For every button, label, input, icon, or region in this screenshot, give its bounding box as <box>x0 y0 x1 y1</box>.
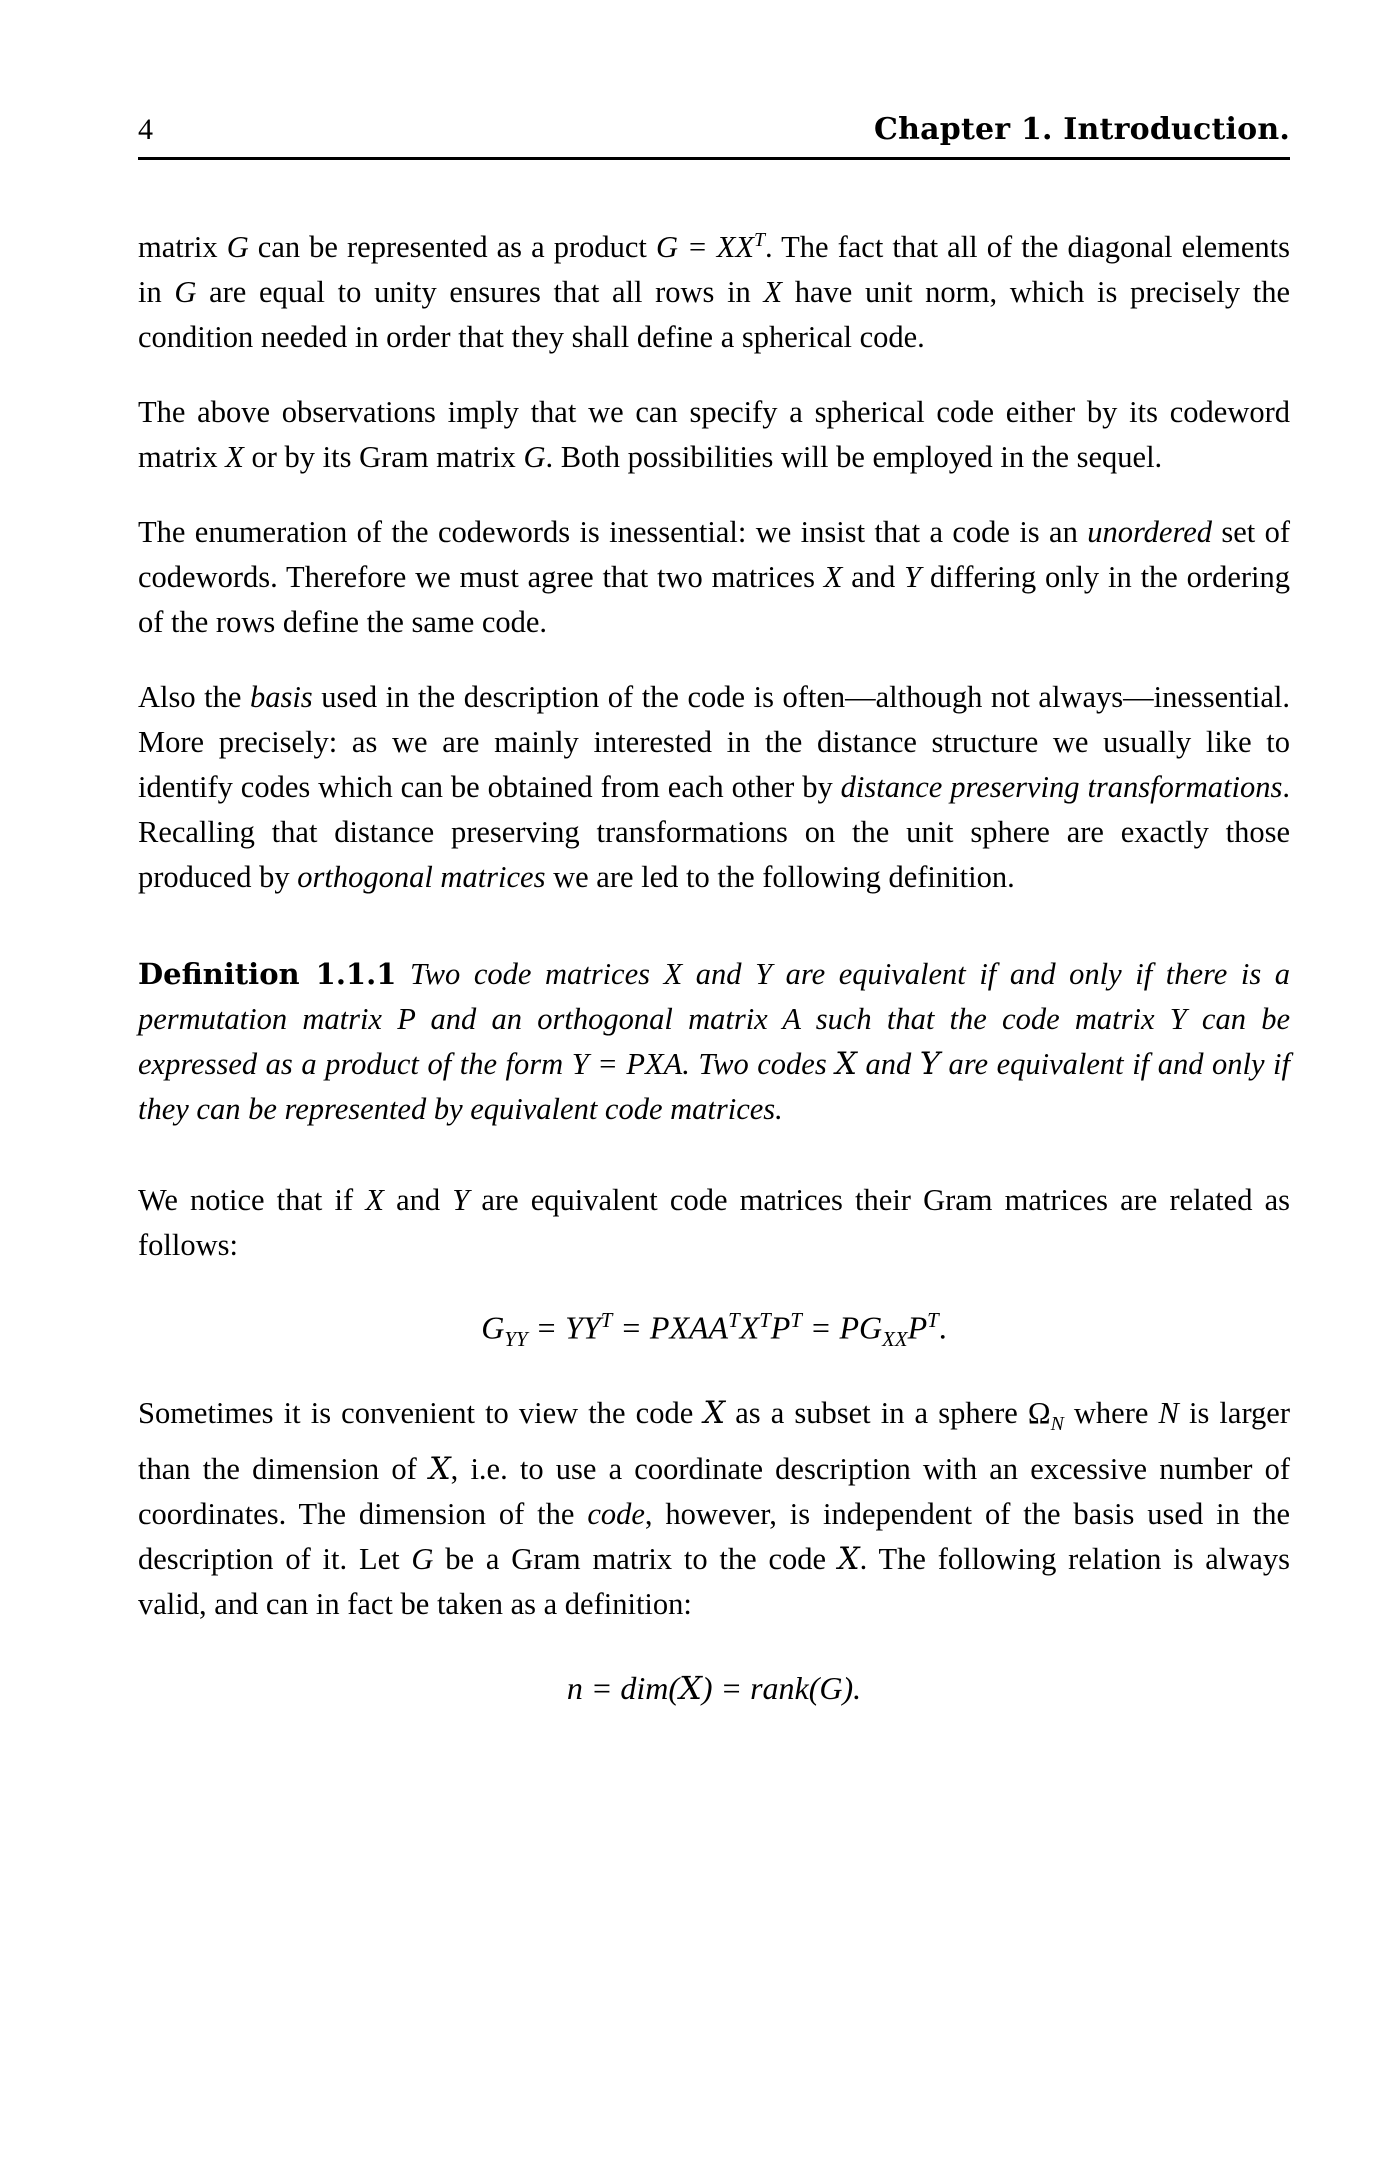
text-run: The above observations imply that we can specify a spherical code either by its codeword matrix <box>138 395 1290 475</box>
math-run: P <box>770 1309 791 1346</box>
math-run: = YY <box>527 1309 601 1346</box>
text-run: are equivalent code matrices their Gram matrices are related as follows: <box>138 1183 1290 1263</box>
text-run: is larger than the dimension of <box>138 1396 1290 1487</box>
text-run: are equivalent if and only if there is a permutation matrix <box>138 957 1291 1037</box>
math-var: X <box>663 957 683 992</box>
definition-label: Definition 1.1.1 <box>138 957 397 992</box>
text-run: set of codewords. Therefore we must agree that two matrices <box>138 515 1291 595</box>
paragraph-2 <box>138 390 1290 480</box>
paragraph-1 <box>138 218 1290 360</box>
text-run: Also the <box>138 680 250 715</box>
math-script-var: X <box>679 1669 702 1708</box>
text-run: and <box>383 1183 453 1218</box>
math-script-var: X <box>835 1047 857 1083</box>
math-script-var: X <box>428 1452 451 1488</box>
math-var: Ω <box>1027 1396 1051 1431</box>
math-inline: Y = PXA <box>571 1047 683 1082</box>
math-run: n = dim( <box>566 1670 680 1707</box>
text-run: such that the code matrix <box>800 1002 1170 1037</box>
math-run: (G). <box>808 1670 862 1707</box>
math-superscript: T <box>759 1309 771 1333</box>
text-run: matrix <box>138 230 227 265</box>
math-script-var: X <box>703 1396 726 1432</box>
math-var: P <box>397 1002 416 1037</box>
math-subscript: XX <box>882 1328 908 1352</box>
math-var: Y <box>1169 1002 1187 1037</box>
math-run: P <box>907 1309 928 1346</box>
text-run: be a Gram matrix to the code <box>433 1542 838 1577</box>
paragraph-3 <box>138 510 1290 645</box>
math-run: ) = <box>701 1670 751 1707</box>
math-var: A <box>782 1002 801 1037</box>
math-superscript: T <box>927 1309 939 1333</box>
text-run: , i.e. to use a coordinate description with an excessive number of coordinates. The dimension of the <box>138 1452 1290 1532</box>
emphasis: orthogonal matrices <box>297 860 546 895</box>
text-run: we are led to the following definition. <box>545 860 1015 895</box>
math-run: = PG <box>801 1309 883 1346</box>
math-script-var: X <box>837 1542 860 1578</box>
math-var: N <box>1158 1396 1179 1431</box>
text-run: . Both possibilities will be employed in the sequel. <box>545 440 1163 475</box>
text-run: or by its Gram matrix <box>243 440 524 475</box>
math-var: X <box>225 440 244 475</box>
math-var: G <box>411 1542 434 1577</box>
math-run: = PXAA <box>612 1309 729 1346</box>
text-run: have unit norm, which is precisely the condition needed in order that they shall define a spherical code. <box>138 275 1290 355</box>
equation-dimension <box>138 1665 1290 1711</box>
text-run: . Recalling that distance preserving transformations on the unit sphere are exactly those produced by <box>138 770 1290 895</box>
paragraph-6 <box>138 1391 1290 1627</box>
math-superscript: T <box>600 1309 613 1333</box>
emphasis: code <box>587 1497 645 1532</box>
text-run: . The fact that all of the diagonal elements in <box>138 230 1291 310</box>
text-run: and <box>856 1047 920 1082</box>
math-run: X <box>739 1309 760 1346</box>
text-run: and an orthogonal matrix <box>415 1002 783 1037</box>
running-head: Chapter 1. Introduction. <box>874 112 1290 147</box>
math-var: G <box>523 440 546 475</box>
math-run: . <box>938 1309 947 1346</box>
page-header <box>138 112 1290 160</box>
text-run: . Two codes <box>682 1047 836 1082</box>
math-inline: G = XX <box>655 230 754 265</box>
math-var: G <box>481 1309 505 1346</box>
math-var: X <box>365 1183 384 1218</box>
page-content <box>138 112 1290 1739</box>
text-run: and <box>682 957 756 992</box>
text-run: can be represented as a product <box>248 230 656 265</box>
math-superscript: T <box>790 1309 802 1333</box>
math-var: X <box>763 275 783 310</box>
math-var: Y <box>904 560 922 595</box>
text-run: used in the description of the code is often—although not always—inessential. More precisely: as we are mainly interested in the distance structure we usually like to identify codes which can be obtained from each other by <box>138 680 1290 805</box>
math-superscript: T <box>728 1309 740 1333</box>
text-run: are equivalent if and only if they can be represented by equivalent code matrices. <box>138 1047 1290 1127</box>
math-superscript: T <box>753 229 765 251</box>
text-run: . The following relation is always valid, and can in fact be taken as a definition: <box>138 1542 1290 1622</box>
page-number: 4 <box>138 113 153 146</box>
paragraph-4 <box>138 675 1290 900</box>
emphasis: distance preserving transformations <box>840 770 1283 805</box>
text-run: differing only in the ordering of the rows define the same code. <box>138 560 1290 640</box>
text-run: can be expressed as a product of the form <box>138 1002 1290 1082</box>
emphasis: unordered <box>1087 515 1212 550</box>
math-var: G <box>174 275 197 310</box>
math-var: G <box>226 230 249 265</box>
text-run: Two code matrices <box>409 957 664 992</box>
math-script-var: Y <box>919 1047 940 1083</box>
math-var: Y <box>452 1183 470 1218</box>
equation-gram-relation <box>138 1298 1290 1363</box>
math-operator: rank <box>750 1670 809 1707</box>
math-var: X <box>823 560 843 595</box>
definition-1-1-1 <box>138 952 1290 1132</box>
text-run: Sometimes it is convenient to view the code <box>138 1396 704 1431</box>
text-run: and <box>842 560 905 595</box>
text-run: where <box>1063 1396 1159 1431</box>
paragraph-5 <box>138 1178 1290 1268</box>
text-run: , however, is independent of the basis used in the description of it. Let <box>138 1497 1291 1577</box>
text-run: as a subset in a sphere <box>725 1396 1028 1431</box>
math-var: Y <box>755 957 773 992</box>
text-run: are equal to unity ensures that all rows in <box>196 275 764 310</box>
text-run: We notice that if <box>138 1183 366 1218</box>
math-subscript: N <box>1050 1413 1064 1436</box>
math-subscript: YY <box>504 1328 528 1352</box>
emphasis: basis <box>249 680 313 715</box>
text-run: The enumeration of the codewords is inessential: we insist that a code is an <box>138 515 1088 550</box>
